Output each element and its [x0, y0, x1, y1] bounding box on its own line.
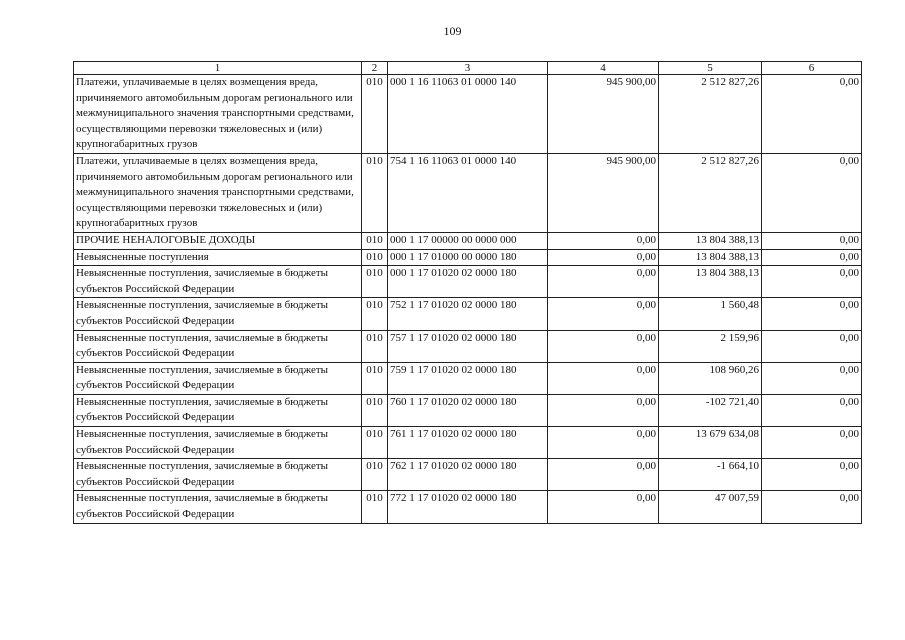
table-row — [74, 362, 862, 394]
amount-col4: 0,00 — [548, 394, 659, 426]
amount-col6: 0,00 — [762, 394, 862, 426]
amount-col6: 0,00 — [762, 232, 862, 249]
table-row — [74, 427, 862, 459]
amount-col5: 13 804 388,13 — [659, 232, 762, 249]
amount-col6: 0,00 — [762, 459, 862, 491]
revenue-name: Невыясненные поступления, зачисляемые в бюджеты субъектов Российской Федерации — [74, 298, 362, 330]
amount-col5: 13 679 634,08 — [659, 427, 762, 459]
admin-code: 010 — [362, 298, 388, 330]
budget-code: 761 1 17 01020 02 0000 180 — [388, 427, 548, 459]
amount-col4: 0,00 — [548, 330, 659, 362]
amount-col5: 13 804 388,13 — [659, 266, 762, 298]
amount-col4: 945 900,00 — [548, 75, 659, 154]
amount-col5: -1 664,10 — [659, 459, 762, 491]
column-header: 6 — [762, 62, 862, 75]
admin-code: 010 — [362, 459, 388, 491]
admin-code: 010 — [362, 266, 388, 298]
amount-col6: 0,00 — [762, 75, 862, 154]
admin-code: 010 — [362, 330, 388, 362]
admin-code: 010 — [362, 491, 388, 523]
table-row — [74, 75, 862, 154]
budget-code: 759 1 17 01020 02 0000 180 — [388, 362, 548, 394]
amount-col4: 0,00 — [548, 362, 659, 394]
revenue-name: Невыясненные поступления, зачисляемые в бюджеты субъектов Российской Федерации — [74, 266, 362, 298]
amount-col6: 0,00 — [762, 153, 862, 232]
column-header: 5 — [659, 62, 762, 75]
budget-code: 000 1 16 11063 01 0000 140 — [388, 75, 548, 154]
column-header: 4 — [548, 62, 659, 75]
amount-col5: -102 721,40 — [659, 394, 762, 426]
amount-col6: 0,00 — [762, 362, 862, 394]
table-row — [74, 330, 862, 362]
budget-code: 000 1 17 00000 00 0000 000 — [388, 232, 548, 249]
budget-table — [73, 61, 862, 524]
column-header: 1 — [74, 62, 362, 75]
amount-col5: 47 007,59 — [659, 491, 762, 523]
admin-code: 010 — [362, 232, 388, 249]
table-row — [74, 298, 862, 330]
amount-col5: 13 804 388,13 — [659, 249, 762, 266]
revenue-name: ПРОЧИЕ НЕНАЛОГОВЫЕ ДОХОДЫ — [74, 232, 362, 249]
amount-col6: 0,00 — [762, 427, 862, 459]
revenue-name: Невыясненные поступления, зачисляемые в бюджеты субъектов Российской Федерации — [74, 330, 362, 362]
revenue-name: Платежи, уплачиваемые в целях возмещения вреда, причиняемого автомобильным дорогам регионального или межмуниципального значения транспортными средствами, осуществляющими перевозки тяжеловесных и (или) крупногабаритных грузов — [74, 75, 362, 154]
budget-code: 000 1 17 01020 02 0000 180 — [388, 266, 548, 298]
amount-col4: 945 900,00 — [548, 153, 659, 232]
revenue-name: Невыясненные поступления, зачисляемые в бюджеты субъектов Российской Федерации — [74, 362, 362, 394]
amount-col4: 0,00 — [548, 298, 659, 330]
amount-col5: 2 512 827,26 — [659, 75, 762, 154]
amount-col4: 0,00 — [548, 249, 659, 266]
amount-col6: 0,00 — [762, 266, 862, 298]
amount-col4: 0,00 — [548, 459, 659, 491]
amount-col5: 1 560,48 — [659, 298, 762, 330]
amount-col6: 0,00 — [762, 330, 862, 362]
admin-code: 010 — [362, 75, 388, 154]
revenue-name: Невыясненные поступления — [74, 249, 362, 266]
amount-col6: 0,00 — [762, 491, 862, 523]
amount-col6: 0,00 — [762, 298, 862, 330]
table-row — [74, 249, 862, 266]
budget-code: 754 1 16 11063 01 0000 140 — [388, 153, 548, 232]
admin-code: 010 — [362, 394, 388, 426]
budget-code: 772 1 17 01020 02 0000 180 — [388, 491, 548, 523]
column-header: 2 — [362, 62, 388, 75]
page-number: 109 — [443, 24, 462, 38]
budget-code: 752 1 17 01020 02 0000 180 — [388, 298, 548, 330]
amount-col6: 0,00 — [762, 249, 862, 266]
table-row — [74, 266, 862, 298]
table-row — [74, 491, 862, 523]
table-row — [74, 394, 862, 426]
amount-col5: 2 512 827,26 — [659, 153, 762, 232]
amount-col4: 0,00 — [548, 427, 659, 459]
amount-col4: 0,00 — [548, 266, 659, 298]
budget-code: 762 1 17 01020 02 0000 180 — [388, 459, 548, 491]
revenue-name: Невыясненные поступления, зачисляемые в бюджеты субъектов Российской Федерации — [74, 427, 362, 459]
amount-col4: 0,00 — [548, 491, 659, 523]
budget-code: 757 1 17 01020 02 0000 180 — [388, 330, 548, 362]
budget-code: 760 1 17 01020 02 0000 180 — [388, 394, 548, 426]
admin-code: 010 — [362, 249, 388, 266]
revenue-name: Платежи, уплачиваемые в целях возмещения вреда, причиняемого автомобильным дорогам регионального или межмуниципального значения транспортными средствами, осуществляющими перевозки тяжеловесных и (или) крупногабаритных грузов — [74, 153, 362, 232]
admin-code: 010 — [362, 427, 388, 459]
column-header: 3 — [388, 62, 548, 75]
amount-col4: 0,00 — [548, 232, 659, 249]
admin-code: 010 — [362, 153, 388, 232]
table-row — [74, 153, 862, 232]
budget-code: 000 1 17 01000 00 0000 180 — [388, 249, 548, 266]
table-row — [74, 459, 862, 491]
table-row — [74, 232, 862, 249]
amount-col5: 108 960,26 — [659, 362, 762, 394]
revenue-name: Невыясненные поступления, зачисляемые в бюджеты субъектов Российской Федерации — [74, 491, 362, 523]
admin-code: 010 — [362, 362, 388, 394]
table-header-row — [74, 62, 862, 75]
revenue-name: Невыясненные поступления, зачисляемые в бюджеты субъектов Российской Федерации — [74, 394, 362, 426]
amount-col5: 2 159,96 — [659, 330, 762, 362]
revenue-name: Невыясненные поступления, зачисляемые в бюджеты субъектов Российской Федерации — [74, 459, 362, 491]
